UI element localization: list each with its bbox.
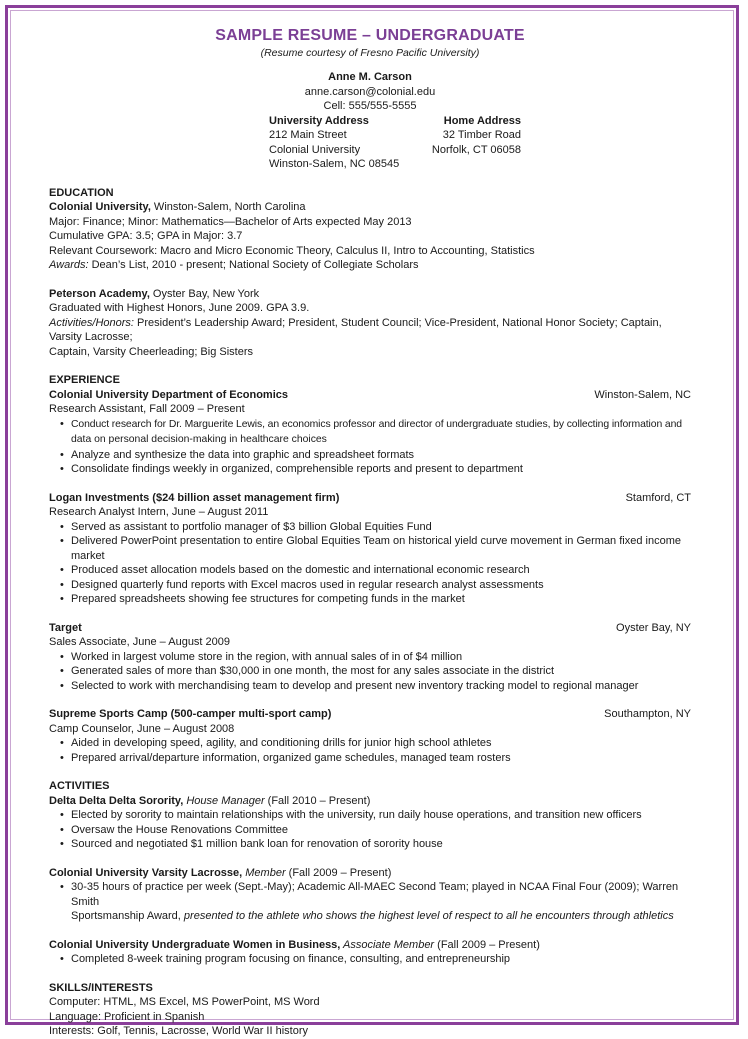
awards-label: Awards: <box>49 259 89 271</box>
activities-heading: ACTIVITIES <box>49 780 110 792</box>
job-bullet: • Analyze and synthesize the data into graphic and spreadsheet formats <box>71 448 691 463</box>
job-bullets <box>49 417 691 477</box>
activity-dates: (Fall 2009 – Present) <box>285 866 392 879</box>
activity-bullet: • 30-35 hours of practice per week (Sept.-May); Academic All-MAEC Second Team; played in NCAA Final Four (2009); Warren Smith Sportsmanship Award, presented to the athlete who shows the highest level of respect to all he encounters through athletics <box>71 880 691 924</box>
job-bullet: • Prepared spreadsheets showing fee structures for competing funds in the market <box>71 592 691 607</box>
skills-language: Language: Proficient in Spanish <box>49 1010 205 1023</box>
colonial-major: Major: Finance; Minor: Mathematics—Bachelor of Arts expected May 2013 <box>49 215 412 228</box>
home-address-line: Norfolk, CT 06058 <box>431 143 521 156</box>
university-address-line: Colonial University <box>269 143 361 156</box>
skills-interests: Interests: Golf, Tennis, Lacrosse, World War II history <box>49 1025 308 1037</box>
job-role: Camp Counselor, June – August 2008 <box>49 722 235 735</box>
activity-dates: (Fall 2009 – Present) <box>434 938 540 951</box>
awards-text: Dean’s List, 2010 - present; National Society of Collegiate Scholars <box>88 259 419 271</box>
home-address-line: 32 Timber Road <box>442 129 521 141</box>
job-bullets <box>49 736 691 765</box>
skills-computer: Computer: HTML, MS Excel, MS PowerPoint, MS Word <box>49 996 320 1008</box>
candidate-email[interactable]: anne.carson@colonial.edu <box>304 85 436 98</box>
activity-bullets <box>49 952 691 967</box>
activity-org: Delta Delta Delta Sorority, <box>49 794 184 807</box>
activity-role: Associate Member <box>340 938 435 951</box>
job-bullet: • Worked in largest volume store in the region, with annual sales of in of $4 million <box>71 650 691 665</box>
university-address-line: 212 Main Street <box>269 129 347 141</box>
resume-title: SAMPLE RESUME – UNDERGRADUATE <box>215 27 525 44</box>
colonial-coursework: Relevant Coursework: Macro and Micro Economic Theory, Calculus II, Intro to Accounting, Statistics <box>49 244 535 257</box>
job-bullet: • Produced asset allocation models based on the domestic and international economic research <box>71 563 691 578</box>
university-address-line: Winston-Salem, NC 08545 <box>269 158 400 170</box>
colonial-location: Winston-Salem, North Carolina <box>150 201 306 213</box>
job-entry <box>49 621 691 694</box>
activity-bullet: • Sourced and negotiated $1 million bank loan for renovation of sorority house <box>71 837 691 852</box>
colonial-gpa: Cumulative GPA: 3.5; GPA in Major: 3.7 <box>49 230 243 242</box>
job-bullet: • Aided in developing speed, agility, and conditioning drills for junior high school athletes <box>71 736 691 751</box>
candidate-name: Anne M. Carson <box>328 71 412 83</box>
job-role: Research Analyst Intern, June – August 2011 <box>49 506 269 518</box>
education-colonial <box>49 200 691 273</box>
job-bullet: • Selected to work with merchandising team to develop and present new inventory tracking model to regional manager <box>71 679 691 694</box>
job-entry <box>49 491 691 607</box>
activity-org: Colonial University Undergraduate Women in Business, <box>49 938 341 951</box>
colonial-name: Colonial University, <box>49 201 151 213</box>
job-entry <box>49 388 691 477</box>
home-address <box>399 114 521 158</box>
activities-honors-text: President’s Leadership Award; President, Student Council; Vice-President, National Honor Society; Captain, Varsity Lacrosse; <box>49 316 662 343</box>
job-bullet: • Served as assistant to portfolio manager of $3 billion Global Equities Fund <box>71 520 691 535</box>
job-bullet: • Consolidate findings weekly in organized, comprehensible reports and present to department <box>71 462 691 477</box>
education-peterson <box>49 287 691 360</box>
job-org: Logan Investments ($24 billion asset management firm) <box>49 491 340 504</box>
job-location: Southampton, NY <box>604 708 691 720</box>
job-bullet: • Delivered PowerPoint presentation to entire Global Equities Team on historical yield curve movement in German fixed income market <box>71 534 691 563</box>
activity-bullets <box>49 808 691 852</box>
job-bullet: • Conduct research for Dr. Marguerite Lewis, an economics professor and director of undergraduate studies, by collecting information and data on personal decision-making in healthcare choices <box>71 417 691 448</box>
activity-role: House Manager <box>183 794 265 807</box>
activity-bullets <box>49 880 691 924</box>
peterson-location: Oyster Bay, New York <box>149 287 260 300</box>
job-location: Oyster Bay, NY <box>616 621 691 634</box>
activity-entry <box>49 938 691 967</box>
education-heading: EDUCATION <box>49 186 114 199</box>
job-org: Supreme Sports Camp (500-camper multi-sport camp) <box>49 708 332 720</box>
job-bullets <box>49 520 691 607</box>
activity-role: Member <box>242 866 286 879</box>
address-block <box>49 114 691 172</box>
peterson-graduation: Graduated with Highest Honors, June 2009. GPA 3.9. <box>49 302 310 314</box>
skills-heading: SKILLS/INTERESTS <box>49 981 153 994</box>
job-bullet: • Prepared arrival/departure information, organized game schedules, managed team rosters <box>71 751 691 766</box>
activities-honors-label: Activities/Honors: <box>49 316 134 329</box>
job-bullet: • Generated sales of more than $30,000 in one month, the most for any sales associate in the district <box>71 664 691 679</box>
university-address-label: University Address <box>269 114 369 127</box>
candidate-cell: Cell: 555/555-5555 <box>323 100 417 112</box>
university-address <box>269 114 399 172</box>
job-role: Sales Associate, June – August 2009 <box>49 636 231 648</box>
home-address-label: Home Address <box>443 114 521 127</box>
job-role: Research Assistant, Fall 2009 – Present <box>49 403 245 415</box>
job-org: Target <box>49 621 82 634</box>
job-location: Stamford, CT <box>625 491 691 504</box>
resume-document <box>49 26 691 1039</box>
job-bullet: • Designed quarterly fund reports with Excel macros used in regular research analyst assessments <box>71 578 691 593</box>
activity-dates: (Fall 2010 – Present) <box>264 794 371 807</box>
job-entry <box>49 707 691 765</box>
activities-honors-text-cont: Captain, Varsity Cheerleading; Big Sisters <box>49 345 254 358</box>
activity-bullet: • Completed 8-week training program focusing on finance, consulting, and entrepreneurship <box>71 952 691 967</box>
activity-entry <box>49 794 691 852</box>
activity-org: Colonial University Varsity Lacrosse, <box>49 866 243 879</box>
experience-heading: EXPERIENCE <box>49 374 120 386</box>
activity-bullet: • Elected by sorority to maintain relationships with the university, run daily house operations, and transition new officers <box>71 808 691 823</box>
activity-entry <box>49 866 691 924</box>
job-location: Winston-Salem, NC <box>594 388 691 401</box>
peterson-name: Peterson Academy, <box>49 287 150 300</box>
activity-bullet: • Oversaw the House Renovations Committee <box>71 823 691 838</box>
job-org: Colonial University Department of Economics <box>49 388 288 401</box>
resume-subtitle: (Resume courtesy of Fresno Pacific University) <box>260 47 480 59</box>
job-bullets <box>49 650 691 694</box>
